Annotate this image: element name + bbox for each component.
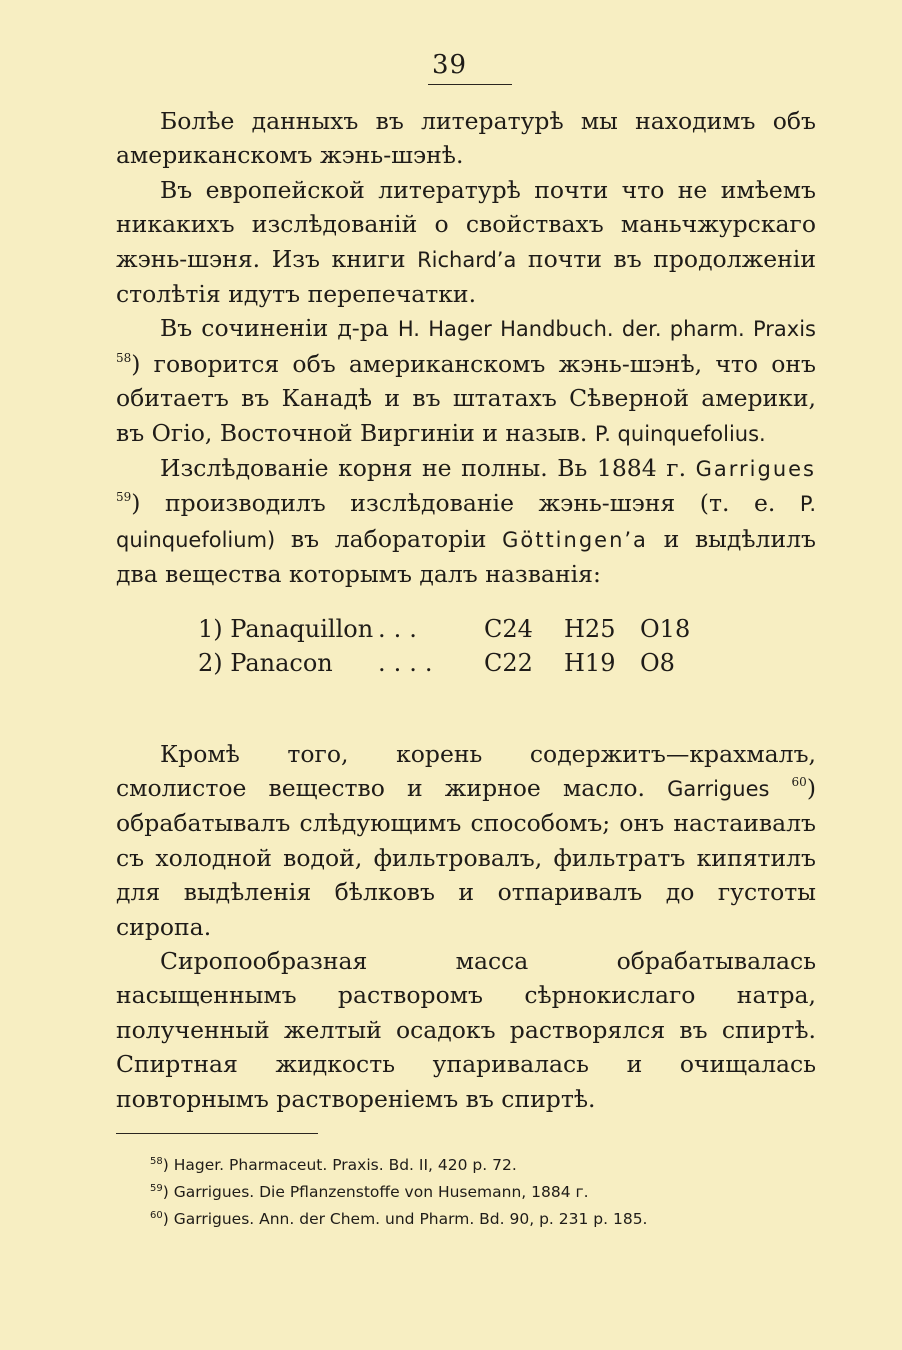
- formula-row: [198, 646, 690, 680]
- latin-name-quinquefolius: P. quinquefolius.: [594, 421, 766, 446]
- paragraph-4-text-a: Изслѣдованіе корня не полны. Вь 1884 г.: [160, 454, 696, 483]
- footnote-ref-58: 58: [116, 350, 132, 365]
- garrigues-name: Garrigues: [667, 776, 770, 801]
- footnote-59: [150, 1179, 830, 1206]
- footnote-text: ) Garrigues. Die Pflanzenstoffe von Husemann, 1884 г.: [162, 1183, 589, 1201]
- formula-name: 2) Panacon: [198, 649, 333, 678]
- formula-row: [198, 612, 690, 646]
- paragraph-1-text: Болѣе данныхъ въ литературѣ мы находимъ объ американскомъ жэнь-шэнѣ.: [116, 107, 816, 170]
- formula-oxygen: O8: [640, 649, 675, 678]
- footnote-divider: [116, 1133, 318, 1134]
- garrigues-name: Garrigues: [695, 457, 816, 482]
- paragraph-4-text-d: и выдѣлилъ два вещества которымъ далъ названія:: [116, 524, 816, 589]
- footnote-text: ) Garrigues. Ann. der Chem. und Pharm. Bd. 90, p. 231 p. 185.: [162, 1210, 648, 1228]
- paragraph-2-text-b: почти въ продолженіи столѣтія идутъ перепечатки.: [116, 244, 816, 309]
- paragraph-root-contents: [116, 737, 816, 944]
- latin-name-quinquefolium: P. quinquefolium): [116, 492, 816, 552]
- formula-dots: ...: [378, 614, 425, 643]
- paragraph-syrup-processing: [116, 944, 816, 1116]
- paragraph-6-text: Сиропообразная масса обрабатывалась насыщеннымъ растворомъ сѣрнокислаго натра, полученный желтый осадокъ растворялся въ спиртѣ. Спиртная жидкость упаривалась и очищалась повторнымъ раствореніемъ въ спиртѣ.: [116, 946, 816, 1113]
- footnote-text: ) Hager. Pharmaceut. Praxis. Bd. II, 420 p. 72.: [162, 1156, 517, 1174]
- footnote-ref-59: 59: [116, 490, 132, 505]
- footnotes: [150, 1152, 830, 1233]
- footnote-60: [150, 1206, 830, 1233]
- footnote-number: 60: [150, 1210, 163, 1221]
- paragraph-4-text-c: въ лабораторіи: [275, 524, 503, 553]
- formula-carbon: C24: [484, 614, 533, 643]
- formula-oxygen: O18: [640, 614, 691, 643]
- paragraph-european-literature: [116, 173, 816, 312]
- footnote-ref-60: 60: [791, 774, 807, 789]
- paragraph-3-text-b: ) говорится объ американскомъ жэнь-шэнѣ, что онъ обитаетъ въ Канадѣ и въ штатахъ Сѣверной америки, въ Огіо, Восточной Виргиніи и назыв.: [116, 349, 816, 447]
- paragraph-research: [116, 451, 816, 592]
- page-number-underline: [428, 84, 512, 85]
- formula-hydrogen: H25: [564, 614, 616, 643]
- page-number: 39: [432, 50, 468, 80]
- formula-carbon: C22: [484, 649, 533, 678]
- paragraph-2-text-a: Въ европейской литературѣ почти что не имѣемъ никакихъ изслѣдованій о свойствахъ маньчжурскаго жэнь-шэня. Изъ книги: [116, 175, 816, 273]
- body-text: [116, 104, 816, 1116]
- hager-reference: H. Hager Handbuch. der. pharm. Praxis: [397, 317, 816, 342]
- paragraph-3-text-a: Въ сочиненіи д-ра: [160, 314, 398, 343]
- formula-dots: ....: [378, 649, 441, 678]
- paragraph-5-text-b: ) обрабатывалъ слѣдующимъ способомъ; онъ настаивалъ съ холодной водой, фильтровалъ, фильтратъ кипятилъ для выдѣленія бѣлковъ и отпаривалъ до густоты сиропа.: [116, 773, 816, 941]
- formula-table: [198, 612, 690, 681]
- formula-name: 1) Panaquillon: [198, 614, 374, 643]
- footnote-number: 58: [150, 1156, 163, 1167]
- footnote-58: [150, 1152, 830, 1179]
- paragraph-hager: [116, 311, 816, 451]
- gottingen-name: Göttingen’a: [502, 527, 648, 552]
- paragraph-american-ginseng: [116, 104, 816, 173]
- paragraph-5-text-a: Кромѣ того, корень содержитъ—крахмалъ, смолистое вещество и жирное масло.: [116, 739, 816, 802]
- paragraph-4-text-b: ) производилъ изслѣдованіе жэнь-шэня (т. е.: [131, 489, 800, 518]
- richard-name: Richard’a: [417, 247, 517, 272]
- formula-hydrogen: H19: [564, 649, 616, 678]
- footnote-number: 59: [150, 1183, 163, 1194]
